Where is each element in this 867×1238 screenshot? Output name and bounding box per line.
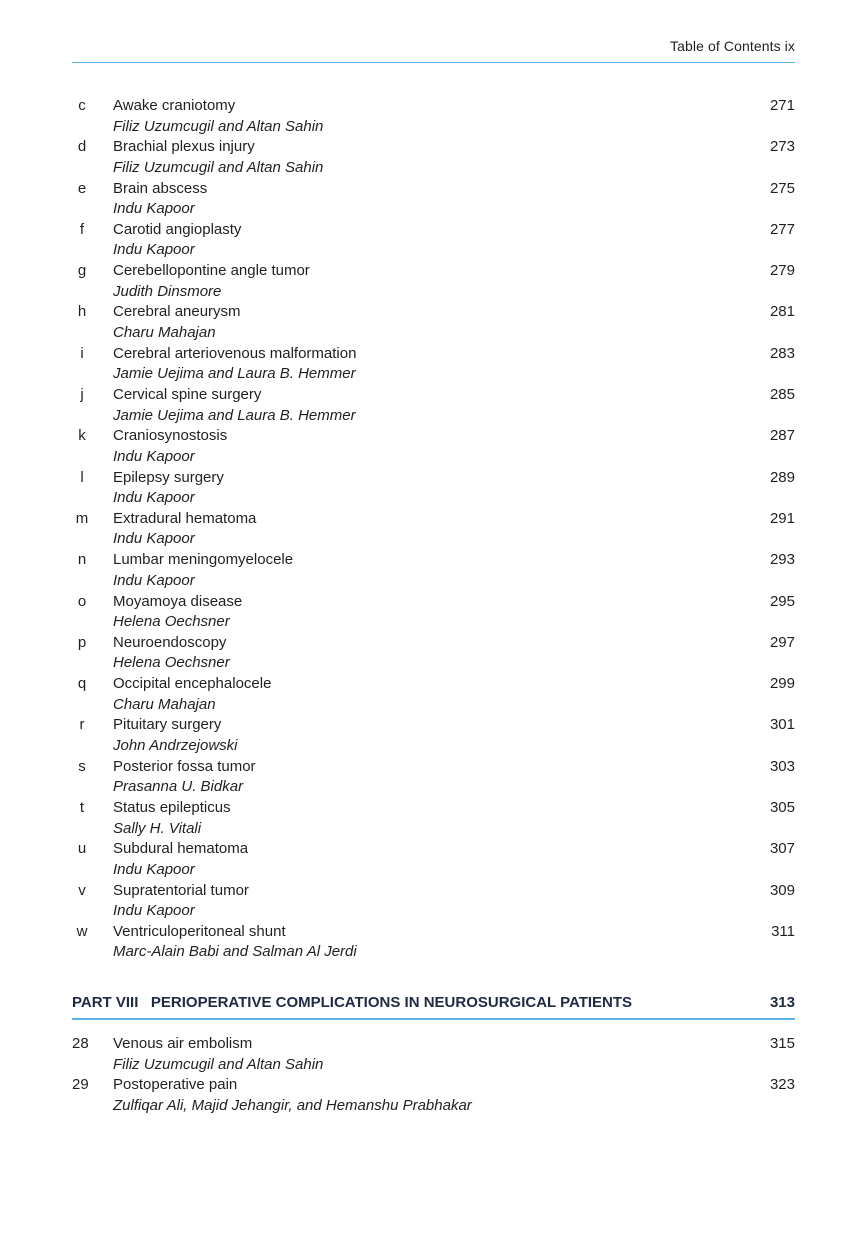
part-heading-label: PART VIII PERIOPERATIVE COMPLICATIONS IN NEUROSURGICAL PATIENTS: [72, 994, 633, 1011]
toc-entry-title: Subdural hematoma: [113, 840, 249, 858]
toc-entry-number: u: [77, 840, 87, 858]
toc-entry-number: d: [77, 138, 87, 156]
part-heading[interactable]: [72, 993, 795, 1015]
toc-entry-page: 273: [769, 138, 795, 156]
toc-entry[interactable]: [0, 1075, 867, 1116]
toc-entry-number: e: [77, 179, 87, 197]
toc-entry-page: 291: [769, 509, 795, 527]
toc-entry-author: Filiz Uzumcugil and Altan Sahin: [113, 158, 324, 176]
toc-entry-title: Posterior fossa tumor: [113, 757, 256, 775]
running-head: Table of Contents ix: [670, 38, 795, 54]
toc-entry-title: Awake craniotomy: [113, 97, 236, 114]
toc-entry-number: q: [77, 675, 87, 693]
toc-entry-author: Zulfiqar Ali, Majid Jehangir, and Hemanshu Prabhakar: [113, 1096, 472, 1114]
toc-entry-number: v: [78, 881, 86, 899]
toc-entry[interactable]: [0, 261, 867, 302]
toc-entry-page: 283: [769, 344, 795, 362]
toc-entry-page: 305: [769, 799, 795, 817]
toc-entry-author: Jamie Uejima and Laura B. Hemmer: [113, 406, 356, 424]
toc-entry-page: 289: [769, 468, 795, 486]
toc-entry[interactable]: [0, 96, 867, 137]
toc-entry-page: 279: [769, 262, 795, 280]
toc-entry[interactable]: [0, 592, 867, 633]
toc-entry-author: Jamie Uejima and Laura B. Hemmer: [113, 365, 356, 383]
toc-entry-title: Epilepsy surgery: [113, 468, 224, 486]
toc-entry-author: Prasanna U. Bidkar: [113, 778, 244, 796]
toc-entry-number: s: [78, 757, 86, 775]
toc-entry-number: n: [77, 551, 87, 569]
toc-entry[interactable]: [0, 344, 867, 385]
toc-entry-author: Judith Dinsmore: [113, 282, 222, 300]
toc-entry-title: Supratentorial tumor: [113, 881, 249, 899]
toc-entry-title: Moyamoya disease: [113, 592, 243, 610]
part-rule: [72, 1018, 795, 1020]
toc-entry[interactable]: [0, 509, 867, 550]
toc-entry-number: g: [77, 262, 87, 280]
toc-entry-number: p: [77, 633, 87, 651]
part-heading-page: 313: [769, 994, 795, 1011]
toc-entry-author: Indu Kapoor: [113, 860, 195, 878]
toc-entry-title: Cervical spine surgery: [113, 386, 262, 404]
toc-entry[interactable]: [0, 715, 867, 756]
toc-entry-page: 309: [769, 881, 795, 899]
toc-entry-page: 323: [769, 1076, 795, 1094]
toc-entry-author: Indu Kapoor: [113, 902, 195, 920]
toc-entry-title: Lumbar meningomyelocele: [113, 551, 294, 569]
toc-entry[interactable]: [0, 385, 867, 426]
toc-entry-page: 271: [769, 97, 795, 114]
toc-entry[interactable]: [0, 426, 867, 467]
toc-entry[interactable]: [0, 798, 867, 839]
toc-entry[interactable]: [0, 881, 867, 922]
toc-entry-title: Cerebellopontine angle tumor: [113, 262, 310, 280]
toc-entry-author: Filiz Uzumcugil and Altan Sahin: [113, 117, 324, 135]
toc-entry-number: 28: [72, 1035, 89, 1052]
toc-entry-page: 297: [769, 633, 795, 651]
toc-entry[interactable]: [0, 550, 867, 591]
toc-entry-title: Brain abscess: [113, 179, 208, 197]
toc-entry-title: Craniosynostosis: [113, 427, 228, 445]
toc-entry-author: Charu Mahajan: [113, 695, 216, 713]
toc-entry-author: Helena Oechsner: [113, 654, 230, 672]
toc-entry-page: 307: [769, 840, 795, 858]
toc-entry-author: Indu Kapoor: [113, 241, 195, 259]
toc-entry-number: j: [80, 386, 84, 404]
toc-list-top: [0, 96, 867, 963]
toc-entry-page: 281: [769, 303, 795, 321]
toc-entry-page: 285: [769, 386, 795, 404]
toc-entry-number: k: [78, 427, 86, 445]
toc-entry-title: Venous air embolism: [113, 1035, 253, 1052]
toc-entry-title: Cerebral arteriovenous malformation: [113, 344, 357, 362]
toc-entry-page: 293: [769, 551, 795, 569]
toc-entry-number: t: [79, 799, 85, 817]
toc-entry-number: 29: [72, 1076, 89, 1094]
toc-entry[interactable]: [0, 468, 867, 509]
toc-entry-author: Indu Kapoor: [113, 200, 195, 218]
toc-entry-number: h: [77, 303, 87, 321]
toc-entry-page: 295: [769, 592, 795, 610]
toc-entry-author: Charu Mahajan: [113, 323, 216, 341]
toc-entry-page: 299: [769, 675, 795, 693]
toc-entry-page: 303: [769, 757, 795, 775]
toc-entry-number: m: [75, 509, 89, 527]
toc-entry[interactable]: [0, 674, 867, 715]
toc-entry-number: o: [77, 592, 87, 610]
toc-entry-title: Ventriculoperitoneal shunt: [113, 922, 286, 940]
toc-entry-page: 315: [769, 1035, 795, 1052]
toc-entry-author: Marc-Alain Babi and Salman Al Jerdi: [113, 943, 357, 961]
toc-entry[interactable]: [0, 1034, 867, 1075]
toc-entry[interactable]: [0, 220, 867, 261]
toc-entry-author: Filiz Uzumcugil and Altan Sahin: [113, 1055, 324, 1073]
toc-entry-author: Helena Oechsner: [113, 613, 230, 631]
toc-entry-page: 275: [769, 179, 795, 197]
toc-entry-number: c: [78, 97, 86, 114]
toc-entry-page: 311: [771, 922, 795, 940]
toc-entry-author: Indu Kapoor: [113, 571, 195, 589]
header-rule: [72, 62, 795, 63]
toc-entry-title: Cerebral aneurysm: [113, 303, 241, 321]
toc-entry-author: Indu Kapoor: [113, 447, 195, 465]
toc-entry-title: Neuroendoscopy: [113, 633, 227, 651]
toc-list-bottom: [0, 1034, 867, 1117]
toc-entry-title: Occipital encephalocele: [113, 675, 272, 693]
toc-entry[interactable]: [0, 302, 867, 343]
toc-entry-page: 287: [769, 427, 795, 445]
toc-entry-number: i: [80, 344, 84, 362]
toc-entry-number: w: [76, 922, 88, 940]
toc-entry-title: Brachial plexus injury: [113, 138, 255, 156]
toc-entry[interactable]: [0, 137, 867, 178]
toc-entry-author: John Andrzejowski: [113, 736, 238, 754]
toc-entry[interactable]: [0, 179, 867, 220]
toc-entry-title: Postoperative pain: [113, 1076, 238, 1094]
toc-entry-author: Indu Kapoor: [113, 489, 195, 507]
toc-entry-title: Pituitary surgery: [113, 716, 222, 734]
toc-entry-author: Sally H. Vitali: [113, 819, 202, 837]
toc-entry[interactable]: [0, 633, 867, 674]
toc-entry-title: Extradural hematoma: [113, 509, 257, 527]
toc-entry-number: f: [79, 220, 85, 238]
toc-entry-page: 277: [769, 220, 795, 238]
toc-entry-title: Status epilepticus: [113, 799, 231, 817]
toc-entry[interactable]: [0, 757, 867, 798]
toc-entry-number: r: [79, 716, 85, 734]
toc-entry[interactable]: [0, 839, 867, 880]
toc-entry[interactable]: [0, 922, 867, 963]
toc-entry-title: Carotid angioplasty: [113, 220, 242, 238]
toc-entry-number: l: [80, 468, 84, 486]
toc-entry-author: Indu Kapoor: [113, 530, 195, 548]
toc-entry-page: 301: [769, 716, 795, 734]
